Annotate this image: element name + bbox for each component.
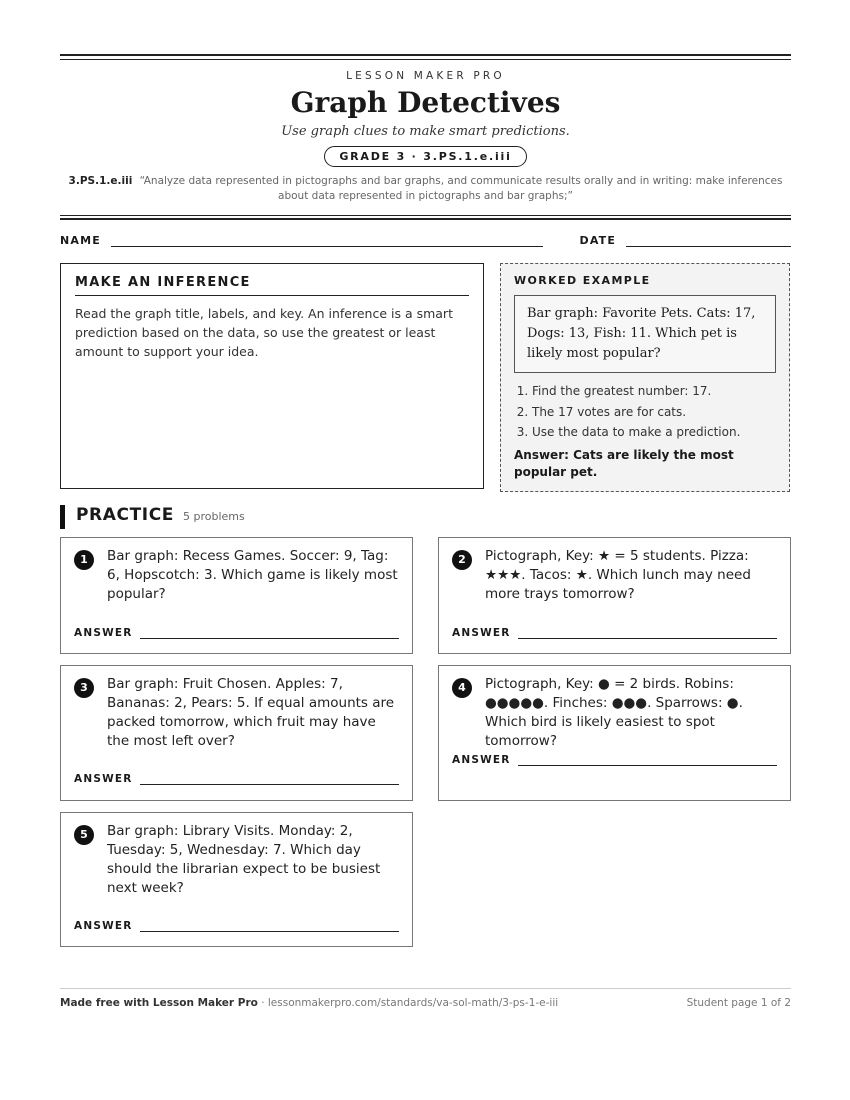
- top-double-rule: [60, 54, 791, 60]
- answer-label: ANSWER: [452, 754, 511, 766]
- worked-example-answer: Answer: Cats are likely the most popular pet.: [514, 447, 734, 479]
- practice-count: 5 problems: [183, 510, 245, 523]
- brand-name: LESSON MAKER PRO: [346, 70, 505, 82]
- answer-row: [74, 920, 399, 932]
- problem-card: [438, 665, 791, 801]
- name-label: NAME: [60, 234, 101, 247]
- worked-step: 1. Find the greatest number: 17.: [532, 381, 776, 402]
- problem-text: Bar graph: Library Visits. Monday: 2, Tuesday: 5, Wednesday: 7. Which day should the librarian expect to be busiest next week?: [107, 823, 381, 896]
- problem-card: [60, 665, 413, 801]
- answer-label: ANSWER: [74, 773, 133, 785]
- answer-label: ANSWER: [74, 920, 133, 932]
- problem-text: Bar graph: Fruit Chosen. Apples: 7, Bananas: 2, Pears: 5. If equal amounts are packed tomorrow, which fruit may have the most left over?: [107, 676, 395, 749]
- answer-label: ANSWER: [452, 627, 511, 639]
- page-subtitle: Use graph clues to make smart predictions.: [281, 124, 570, 139]
- worked-step: 3. Use the data to make a prediction.: [532, 422, 776, 443]
- header-bottom-rule: [60, 215, 791, 220]
- problem-number: 5: [74, 825, 94, 845]
- problem-text: Pictograph, Key: ★ = 5 students. Pizza: ★★★. Tacos: ★. Which lunch may need more trays tomorrow?: [485, 548, 751, 602]
- answer-row: [452, 627, 777, 639]
- date-line[interactable]: [626, 234, 791, 247]
- problem-number: 4: [452, 678, 472, 698]
- footer-page-number: Student page 1 of 2: [686, 997, 791, 1009]
- problem-text: Pictograph, Key: ● = 2 birds. Robins: ●●●●●. Finches: ●●●. Sparrows: ●. Which bird is likely easiest to spot tomorrow?: [485, 676, 743, 749]
- practice-header: [60, 505, 791, 529]
- standard-code: 3.PS.1.e.iii: [68, 175, 133, 187]
- answer-line[interactable]: [140, 628, 399, 639]
- name-line[interactable]: [111, 234, 544, 247]
- worksheet-page: [60, 54, 791, 529]
- page-title: Graph Detectives: [290, 86, 561, 119]
- worked-example-panel: [500, 263, 790, 492]
- answer-row: [452, 754, 777, 766]
- problem-number: 3: [74, 678, 94, 698]
- answer-line[interactable]: [140, 921, 399, 932]
- footer-made-with: Made free with Lesson Maker Pro: [60, 997, 258, 1009]
- answer-line[interactable]: [518, 755, 777, 766]
- problem-card: [60, 537, 413, 654]
- problem-card: [438, 537, 791, 654]
- problem-number: 2: [452, 550, 472, 570]
- footer-url[interactable]: · lessonmakerpro.com/standards/va-sol-math/3-ps-1-e-iii: [257, 997, 559, 1009]
- worked-step: 2. The 17 votes are for cats.: [532, 402, 776, 423]
- worked-example-heading: WORKED EXAMPLE: [514, 274, 651, 287]
- answer-row: [74, 773, 399, 785]
- problem-number: 1: [74, 550, 94, 570]
- answer-line[interactable]: [518, 628, 777, 639]
- practice-accent-bar: [60, 505, 65, 529]
- answer-line[interactable]: [140, 774, 399, 785]
- inference-body: Read the graph title, labels, and key. An inference is a smart prediction based on the data, so use the greatest or least amount to support your idea.: [75, 306, 453, 359]
- date-label: DATE: [579, 234, 617, 247]
- page-footer: [60, 988, 791, 1009]
- grade-badge: GRADE 3 · 3.PS.1.e.iii: [324, 146, 526, 167]
- answer-row: [74, 627, 399, 639]
- inference-panel: [60, 263, 484, 489]
- footer-credit: [60, 997, 558, 1009]
- intro-row: [60, 263, 791, 492]
- worked-example-problem: Bar graph: Favorite Pets. Cats: 17, Dogs: 13, Fish: 11. Which pet is likely most popular?: [514, 295, 776, 373]
- standard-text: “Analyze data represented in pictographs and bar graphs, and communicate results orally and in writing: make inferences about data represented in pictographs and bar graphs;”: [139, 175, 783, 202]
- practice-heading: PRACTICE: [76, 505, 174, 525]
- problem-card: [60, 812, 413, 947]
- answer-label: ANSWER: [74, 627, 133, 639]
- standard-description: [60, 174, 791, 204]
- problem-text: Bar graph: Recess Games. Soccer: 9, Tag: 6, Hopscotch: 3. Which game is likely most popular?: [107, 548, 398, 602]
- inference-heading: MAKE AN INFERENCE: [75, 275, 469, 296]
- worked-example-steps: [514, 381, 776, 443]
- name-date-row: [60, 234, 791, 247]
